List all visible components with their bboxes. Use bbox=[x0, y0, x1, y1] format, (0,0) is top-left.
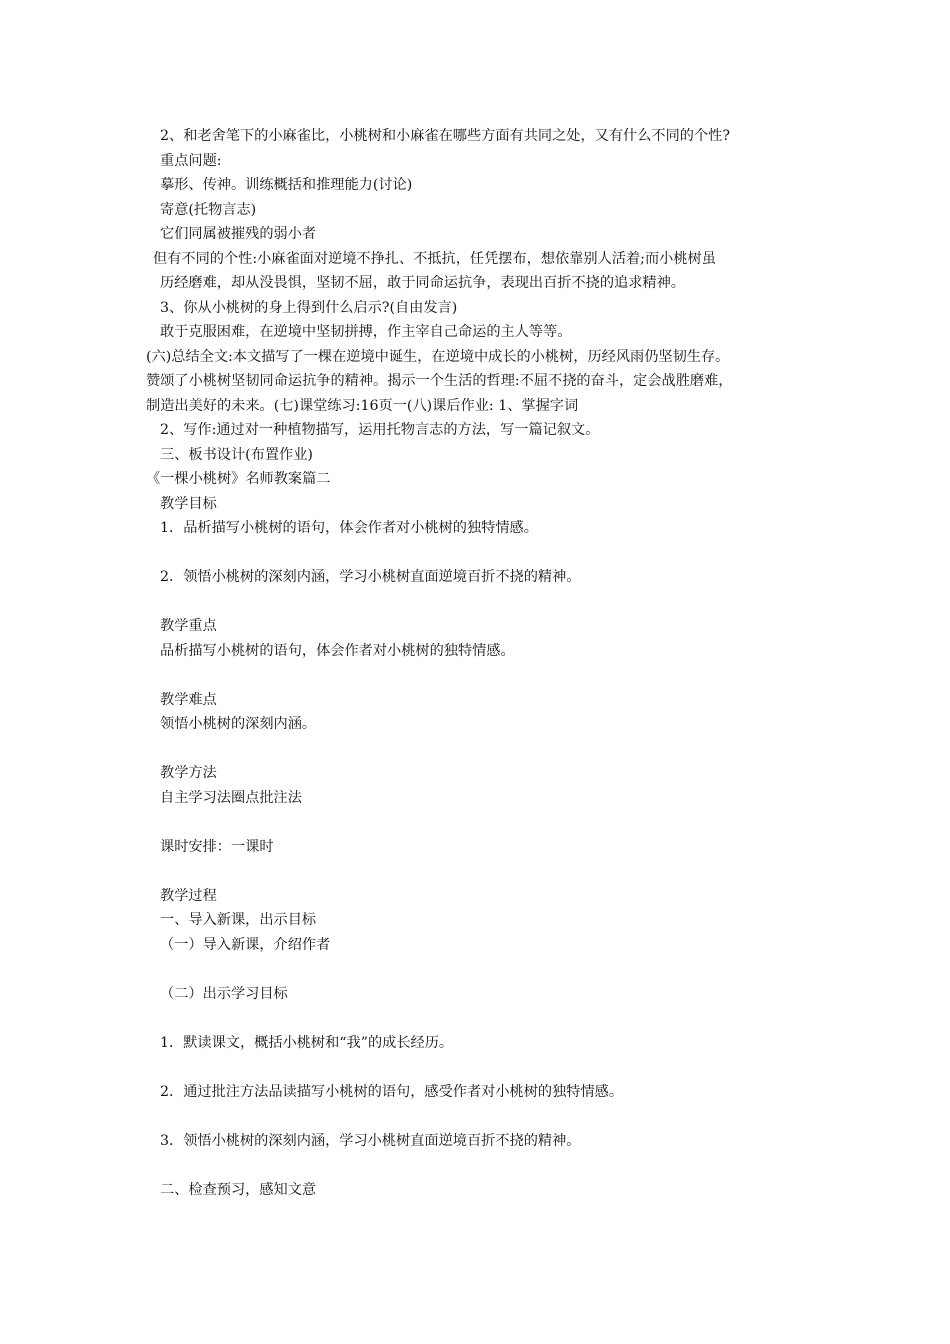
text-line: 敢于克服困难，在逆境中坚韧拼搏，作主宰自己命运的主人等等。 bbox=[160, 324, 572, 340]
blank-line bbox=[146, 859, 806, 884]
blank-line bbox=[146, 663, 806, 688]
document-body bbox=[146, 124, 806, 1202]
text-line: 但有不同的个性:小麻雀面对逆境不挣扎、不抵抗，任凭摆布，想依靠别人活着;而小桃树虽 bbox=[153, 250, 716, 267]
text-line: 重点问题: bbox=[160, 152, 222, 169]
blank-line bbox=[146, 737, 806, 762]
text-line: 课时安排：一课时 bbox=[160, 838, 274, 855]
text-line: 教学过程 bbox=[160, 887, 217, 904]
text-line: 2．通过批注方法品读描写小桃树的语句，感受作者对小桃树的独特情感。 bbox=[160, 1083, 624, 1100]
text-line: 它们同属被摧残的弱小者 bbox=[160, 226, 317, 242]
text-line: 1．默读课文，概括小桃树和“我”的成长经历。 bbox=[160, 1034, 454, 1051]
blank-line bbox=[146, 1006, 806, 1031]
text-line: （一）导入新课，介绍作者 bbox=[160, 936, 331, 953]
text-line: 3、你从小桃树的身上得到什么启示?(自由发言) bbox=[160, 299, 458, 316]
text-line: 教学重点 bbox=[160, 618, 217, 634]
text-line: 教学目标 bbox=[160, 495, 217, 512]
text-line: 1．品析描写小桃树的语句，体会作者对小桃树的独特情感。 bbox=[160, 520, 538, 536]
text-line: （二）出示学习目标 bbox=[160, 985, 288, 1002]
text-line: 2、写作:通过对一种植物描写，运用托物言志的方法，写一篇记叙文。 bbox=[160, 422, 600, 438]
text-line: 品析描写小桃树的语句，体会作者对小桃树的独特情感。 bbox=[160, 642, 515, 659]
blank-line bbox=[146, 810, 806, 835]
text-line: 二、检查预习，感知文意 bbox=[160, 1181, 317, 1198]
text-line: 一、导入新课，出示目标 bbox=[160, 912, 317, 928]
text-line: 摹形、传神。训练概括和推理能力(讨论) bbox=[160, 177, 413, 193]
text-line: 寄意(托物言志) bbox=[160, 201, 257, 218]
text-line: 赞颂了小桃树坚韧同命运抗争的精神。揭示一个生活的哲理:不屈不挠的奋斗，定会战胜磨难， bbox=[146, 373, 733, 389]
blank-line bbox=[146, 590, 806, 615]
text-line: 自主学习法圈点批注法 bbox=[160, 789, 302, 806]
text-line: 2．领悟小桃树的深刻内涵，学习小桃树直面逆境百折不挠的精神。 bbox=[160, 569, 581, 585]
section-heading: 《一棵小桃树》名师教案篇二 bbox=[146, 471, 331, 487]
text-line: (六)总结全文:本文描写了一棵在逆境中诞生，在逆境中成长的小桃树，历经风雨仍坚韧生存。 bbox=[146, 348, 730, 365]
text-line: 制造出美好的未来。(七)课堂练习:16页一(八)课后作业: 1、掌握字词 bbox=[146, 397, 579, 414]
text-line: 2、和老舍笔下的小麻雀比，小桃树和小麻雀在哪些方面有共同之处，又有什么不同的个性? bbox=[160, 128, 730, 144]
blank-line bbox=[146, 1153, 806, 1178]
text-line: 教学难点 bbox=[160, 691, 217, 708]
blank-line bbox=[146, 957, 806, 982]
text-line: 3．领悟小桃树的深刻内涵，学习小桃树直面逆境百折不挠的精神。 bbox=[160, 1132, 581, 1149]
text-line: 三、板书设计(布置作业) bbox=[160, 446, 313, 463]
text-line: 教学方法 bbox=[160, 765, 217, 781]
text-line: 历经磨难，却从没畏惧，坚韧不屈，敢于同命运抗争，表现出百折不挠的追求精神。 bbox=[160, 275, 685, 291]
blank-line bbox=[146, 1104, 806, 1129]
text-line: 领悟小桃树的深刻内涵。 bbox=[160, 716, 317, 732]
blank-line bbox=[146, 541, 806, 566]
blank-line bbox=[146, 1055, 806, 1080]
